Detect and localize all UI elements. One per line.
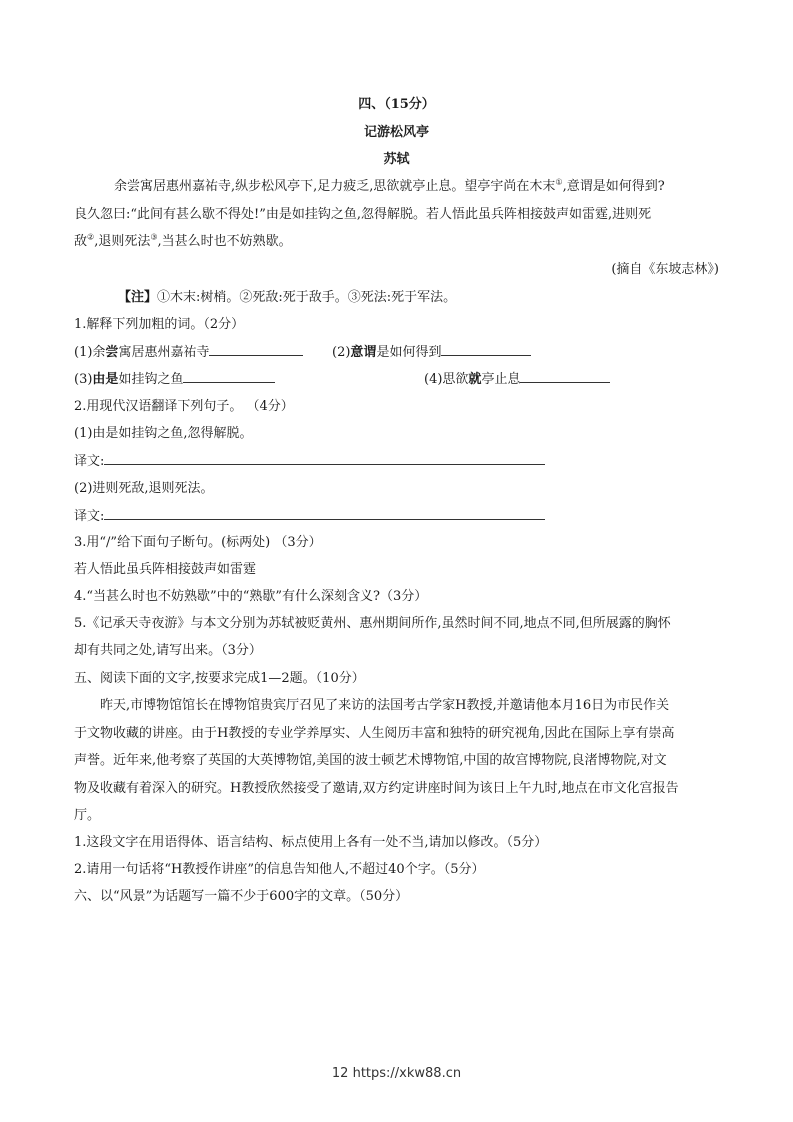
section5-q2-prompt: 2.请用一句话将“H教授作讲座”的信息告知他人,不超过40个字。（5分） bbox=[74, 862, 485, 877]
bold-word: 尝 bbox=[105, 345, 119, 360]
q3-prompt: 3.用“/”给下面句子断句。(标两处) （3分） bbox=[74, 535, 322, 550]
passage-text: ,退则死法 bbox=[94, 234, 151, 249]
q1-item-3 bbox=[74, 370, 275, 389]
notes-text: ①木末:树梢。②死敌:死于敌手。③死法:死于军法。 bbox=[157, 290, 457, 305]
item-text: (1)余 bbox=[74, 345, 106, 360]
footer-url[interactable]: https://xkw88.cn bbox=[352, 1066, 462, 1081]
q4-prompt: 4.“当甚么时也不妨熟歇”中的“熟歇”有什么深刻含义?（3分） bbox=[74, 589, 428, 604]
q5-prompt-line-1: 5.《记承天寺夜游》与本文分别为苏轼被贬黄州、惠州期间所作,虽然时间不同,地点不同,但所展露的胸怀 bbox=[74, 616, 671, 631]
notes-label: 【注】 bbox=[118, 290, 158, 305]
q1-item-4 bbox=[424, 370, 610, 389]
section6-header: 六、以“风景”为话题写一篇不少于600字的文章。（50分） bbox=[74, 889, 409, 904]
section5-q1-prompt: 1.这段文字在用语得体、语言结构、标点使用上各有一处不当,请加以修改。（5分） bbox=[74, 835, 548, 850]
item-text: (4)思欲 bbox=[424, 372, 469, 387]
poem-author: 苏轼 bbox=[383, 152, 410, 167]
q2-sentence-2: (2)进则死敌,退则死法。 bbox=[74, 481, 214, 496]
answer-blank[interactable] bbox=[183, 370, 275, 383]
translation-line-1 bbox=[74, 452, 545, 471]
item-text: (2) bbox=[332, 345, 351, 360]
q2-prompt: 2.用现代汉语翻译下列句子。 （4分） bbox=[74, 399, 294, 414]
bold-word: 由是 bbox=[92, 372, 119, 387]
note-mark: ① bbox=[555, 177, 563, 187]
translation-field[interactable] bbox=[104, 452, 545, 465]
q3-sentence: 若人悟此虽兵阵相接鼓声如雷霆 bbox=[74, 562, 257, 577]
passage-line-2: 良久忽曰:“此间有甚么歇不得处!”由是如挂钩之鱼,忽得解脱。若人悟此虽兵阵相接鼓声如雷霆,进则死 bbox=[74, 207, 652, 222]
page-footer bbox=[0, 1066, 793, 1081]
passage-source: (摘自《东坡志林》) bbox=[611, 262, 719, 277]
section5-para-line-3: 声誉。近年来,他考察了英国的大英博物馆,美国的波士顿艺术博物馆,中国的故宫博物院,良渚博物院,对文 bbox=[74, 753, 667, 768]
section5-header: 五、阅读下面的文字,按要求完成1—2题。（10分） bbox=[74, 671, 365, 686]
passage-line-1 bbox=[114, 178, 665, 196]
translation-label: 译文: bbox=[74, 509, 105, 524]
item-text: 如挂钩之鱼 bbox=[118, 372, 184, 387]
item-text: (3) bbox=[74, 372, 93, 387]
translation-line-2 bbox=[74, 507, 545, 526]
section5-para-line-1: 昨天,市博物馆馆长在博物馆贵宾厅召见了来访的法国考古学家H教授,并邀请他本月16日为市民作关 bbox=[100, 698, 670, 713]
item-text: 寓居惠州嘉祐寺 bbox=[118, 345, 210, 360]
item-text: 亭止息 bbox=[481, 372, 521, 387]
page-number: 12 bbox=[331, 1066, 349, 1081]
passage-text: 余尝寓居惠州嘉祐寺,纵步松风亭下,足力疲乏,思欲就亭止息。望亭宇尚在木末 bbox=[114, 179, 556, 194]
answer-blank[interactable] bbox=[520, 370, 610, 383]
q2-sentence-1: (1)由是如挂钩之鱼,忽得解脱。 bbox=[74, 426, 253, 441]
bold-word: 就 bbox=[468, 372, 482, 387]
section5-para-line-5: 厅。 bbox=[74, 808, 101, 823]
translation-field[interactable] bbox=[104, 507, 545, 520]
bold-word: 意谓 bbox=[350, 345, 377, 360]
section5-para-line-4: 物及收藏有着深入的研究。H教授欣然接受了邀请,双方约定讲座时间为该日上午九时,地点在市文化宫报告 bbox=[74, 781, 679, 796]
q1-item-2 bbox=[332, 343, 531, 362]
answer-blank[interactable] bbox=[441, 343, 531, 356]
passage-text: 敌 bbox=[74, 234, 88, 249]
note-mark: ③ bbox=[150, 232, 158, 242]
translation-label: 译文: bbox=[74, 454, 105, 469]
note-mark: ② bbox=[87, 232, 95, 242]
passage-text: ,意谓是如何得到? bbox=[562, 179, 665, 194]
poem-title: 记游松风亭 bbox=[363, 125, 429, 140]
answer-blank[interactable] bbox=[209, 343, 303, 356]
q1-item-1 bbox=[74, 343, 303, 362]
q1-prompt: 1.解释下列加粗的词。（2分） bbox=[74, 317, 245, 332]
q5-prompt-line-2: 却有共同之处,请写出来。（3分） bbox=[74, 643, 262, 658]
passage-line-3 bbox=[74, 233, 292, 251]
notes-line bbox=[118, 289, 456, 307]
section5-para-line-2: 于文物收藏的讲座。由于H教授的专业学养厚实、人生阅历丰富和独特的研究视角,因此在国际上享有崇高 bbox=[74, 726, 675, 741]
passage-text: ,当甚么时也不妨熟歇。 bbox=[157, 234, 292, 249]
section4-header: 四、（15分） bbox=[358, 97, 435, 112]
item-text: 是如何得到 bbox=[376, 345, 442, 360]
